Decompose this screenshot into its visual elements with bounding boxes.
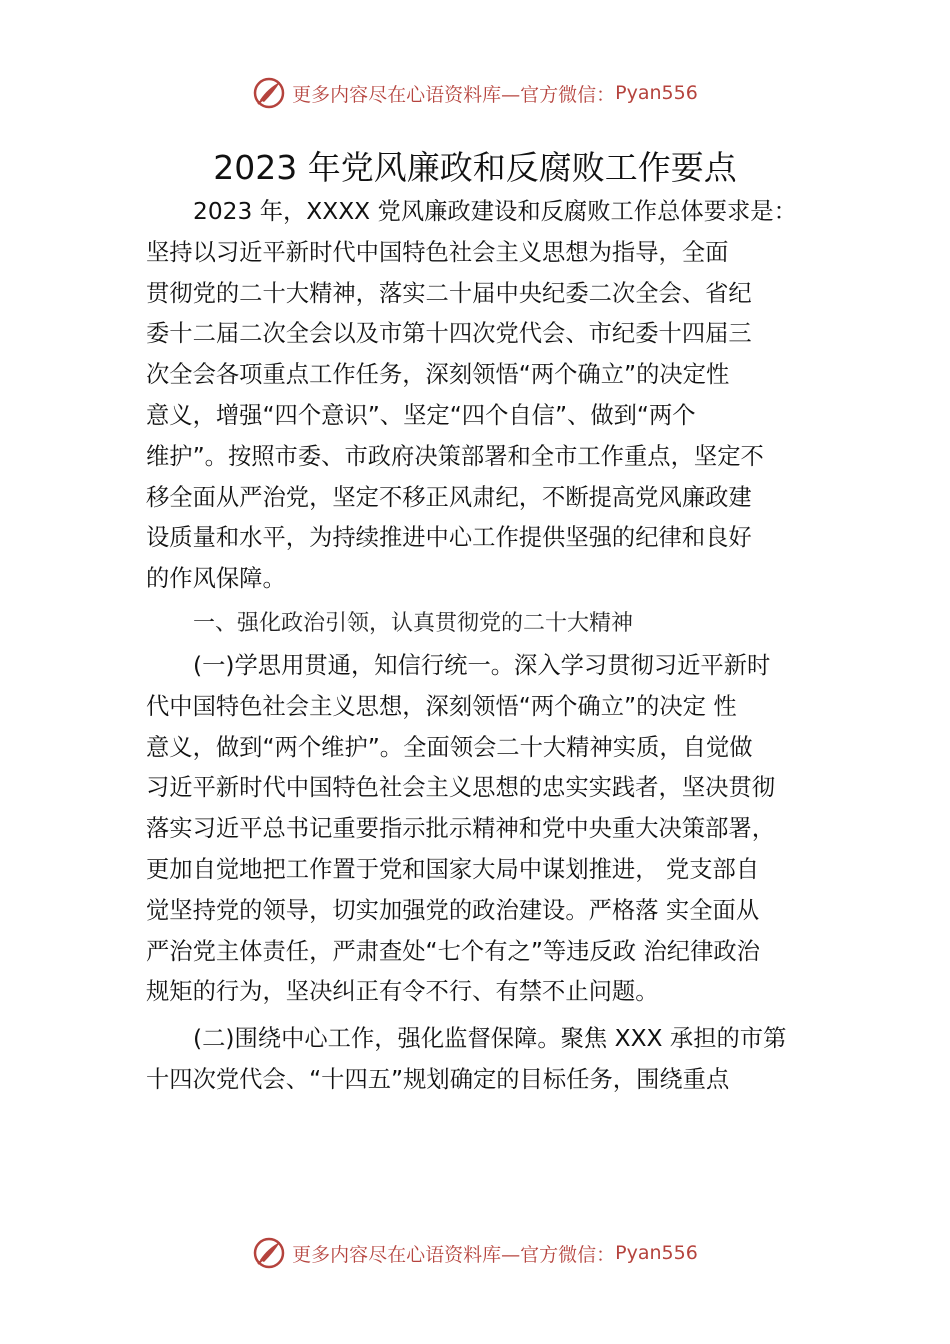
- header-watermark: [0, 76, 950, 110]
- text-line: 觉坚持党的领导，切实加强党的政治建设。严格落 实全面从: [146, 896, 760, 924]
- document-title: 2023 年党风廉政和反腐败工作要点: [213, 148, 737, 187]
- paragraph-item-1: [146, 646, 836, 1013]
- quill-seal-icon: [252, 1236, 286, 1270]
- paragraph-intro: [146, 192, 836, 600]
- footer-watermark: [0, 1236, 950, 1270]
- text-line: (一)学思用贯通，知信行统一。深入学习贯彻习近平新时: [193, 651, 771, 679]
- watermark-wechat-id: Pyan556: [615, 1242, 698, 1264]
- text-line: 代中国特色社会主义思想，深刻领悟“两个确立”的决定 性: [146, 692, 737, 720]
- text-line: 严治党主体责任，严肃查处“七个有之”等违反政 治纪律政治: [146, 937, 760, 965]
- text-line: 的作风保障。: [146, 565, 286, 593]
- paragraph-item-2: [146, 1019, 836, 1101]
- quill-seal-icon: [252, 76, 286, 110]
- section-heading: 一、强化政治引领，认真贯彻党的二十大精神: [193, 610, 634, 636]
- watermark-wechat-id: Pyan556: [615, 82, 698, 104]
- text-line: 坚持以习近平新时代中国特色社会主义思想为指导，全面: [146, 238, 729, 266]
- text-line: 十四次党代会、“十四五”规划确定的目标任务，围绕重点: [146, 1065, 730, 1093]
- watermark-text: 更多内容尽在心语资料库—官方微信：: [292, 83, 616, 106]
- text-line: 2023 年，XXXX 党风廉政建设和反腐败工作总体要求是：: [193, 198, 797, 225]
- watermark-text: 更多内容尽在心语资料库—官方微信：: [292, 1243, 616, 1266]
- text-line: 委十二届二次全会以及市第十四次党代会、市纪委十四届三: [146, 320, 752, 348]
- text-line: 次全会各项重点工作任务，深刻领悟“两个确立”的决定性: [146, 361, 730, 389]
- text-line: 维护”。按照市委、市政府决策部署和全市工作重点，坚定不: [146, 442, 764, 470]
- text-line: 意义，增强“四个意识”、坚定“四个自信”、做到“两个: [146, 401, 696, 429]
- text-line: 设质量和水平，为持续推进中心工作提供坚强的纪律和良好: [146, 524, 752, 552]
- text-line: (二)围绕中心工作，强化监督保障。聚焦 XXX 承担的市第: [193, 1025, 787, 1053]
- text-line: 贯彻党的二十大精神，落实二十届中央纪委二次全会、省纪: [146, 279, 752, 307]
- text-line: 意义，做到“两个维护”。全面领会二十大精神实质，自觉做: [146, 733, 753, 761]
- document-body: [146, 192, 836, 1101]
- text-line: 更加自觉地把工作置于党和国家大局中谋划推进， 党支部自: [146, 855, 760, 883]
- text-line: 习近平新时代中国特色社会主义思想的忠实实践者，坚决贯彻: [146, 774, 776, 802]
- text-line: 移全面从严治党，坚定不移正风肃纪，不断提高党风廉政建: [146, 483, 752, 511]
- text-line: 落实习近平总书记重要指示批示精神和党中央重大决策部署，: [146, 815, 776, 843]
- text-line: 规矩的行为，坚决纠正有令不行、有禁不止问题。: [146, 978, 659, 1006]
